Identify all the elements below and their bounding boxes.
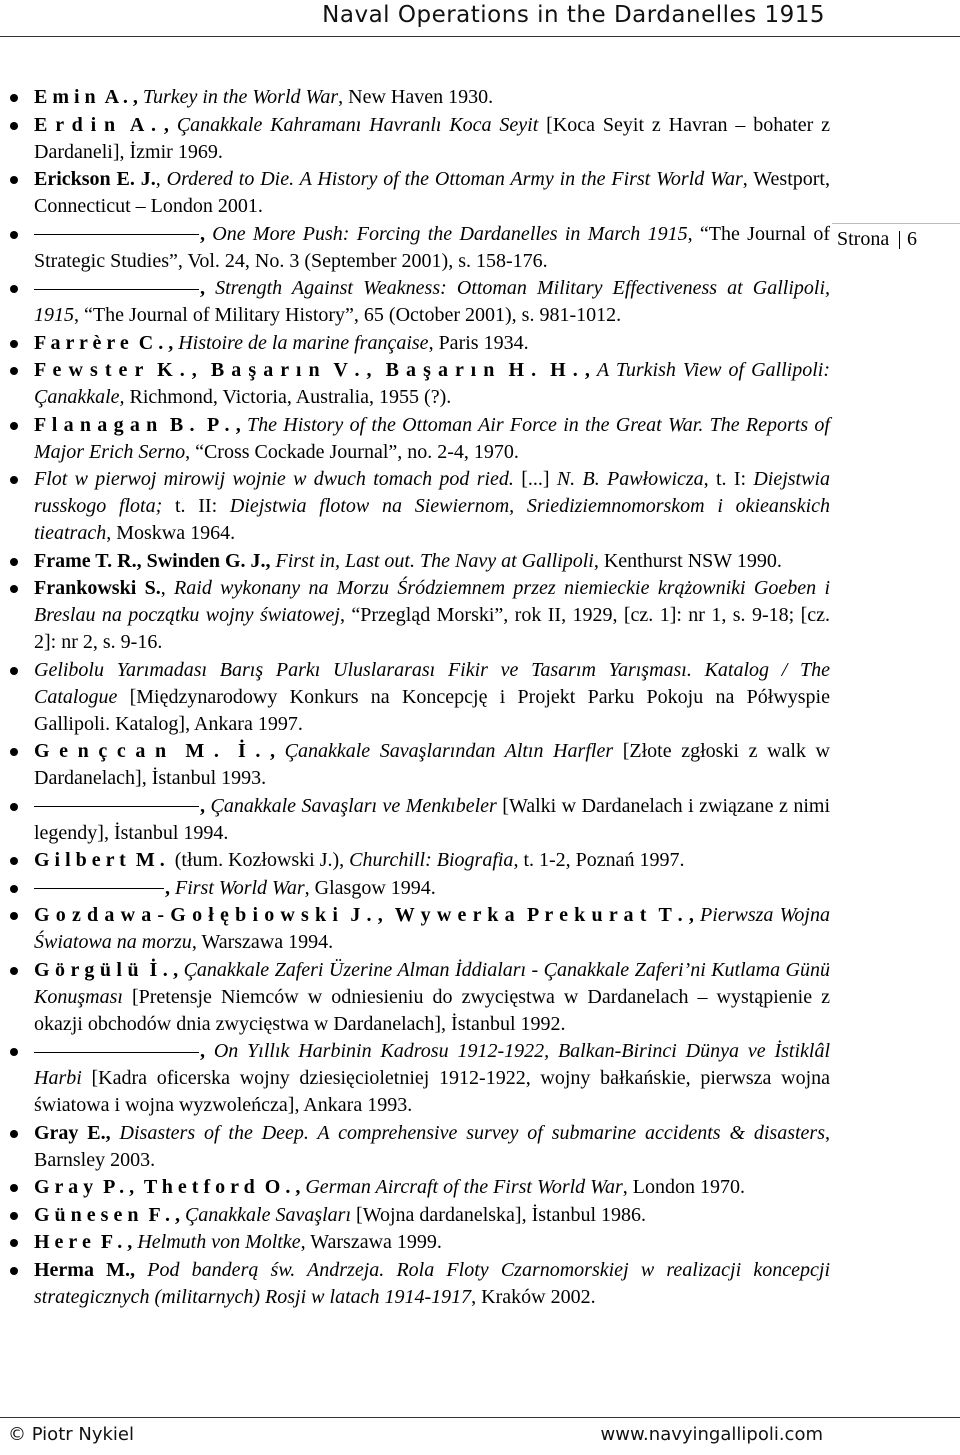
bibliography-entry xyxy=(0,357,835,411)
entry-segment: Çanakkale Savaşları ve Menkıbeler xyxy=(210,794,497,817)
bibliography-entry xyxy=(0,84,830,111)
bullet-icon xyxy=(10,1212,18,1220)
entry-segment: , Paris 1934. xyxy=(428,331,529,354)
entry-segment: Churchill: Biografia xyxy=(349,849,514,871)
bullet-icon xyxy=(10,422,18,430)
entry-segment: Histoire de la marine française xyxy=(178,331,429,354)
entry-segment: , London 1970. xyxy=(622,1176,745,1198)
entry-segment: Richmond, Victoria, Australia, 1955 (?). xyxy=(124,386,452,408)
entry-segment: Çanakkale Kahramanı Havranlı Koca Seyit xyxy=(176,113,539,136)
entry-segment: Pod banderą św. Andrzeja. Rola Floty Czarnomorskiej w realizacji koncepcji strategicznych (militarnych) Rosji w latach 1914-1917 xyxy=(34,1258,835,1308)
ditto-rule xyxy=(34,289,199,290)
entry-segment: Frankowski S. xyxy=(34,577,161,599)
entry-segment: Flot w pierwoj mirowij wojnie w dwuch tomach pod ried. xyxy=(34,468,514,490)
entry-segment: F e w s t e r K . , B a ş a r ı n V . , B a ş a r ı n H . H . , xyxy=(34,359,597,381)
entry-segment: Pierwsza Wojna Światowa na morzu xyxy=(34,904,835,953)
bullet-icon xyxy=(10,585,18,593)
ditto-rule xyxy=(34,888,164,889)
entry-segment: , Ordered to Die. A History of the Ottoman Army in the First World War xyxy=(155,168,743,190)
entry-segment: Turkey in the World War xyxy=(142,86,339,108)
entry-segment: , xyxy=(165,876,175,899)
entry-segment: First in, Last out. The Navy at Gallipoli xyxy=(275,549,594,572)
entry-segment: [Złote zgłoski z walk w Dardanelach], İstanbul 1993. xyxy=(34,740,836,789)
entry-segment: The History of the Ottoman Air Force in the Great War. The Reports of Major Erich Serno xyxy=(34,413,835,463)
bibliography-entry xyxy=(0,575,835,656)
entry-segment: , “Przegląd Morski”, rok II, 1929, [cz. 1]: nr 1, s. 9-18; [cz. 2]: nr 2, s. 9-16. xyxy=(34,604,835,653)
entry-segment: , “Cross Cockade Journal”, no. 2-4, 1970. xyxy=(185,440,519,463)
bibliography-entry xyxy=(0,1174,830,1201)
entry-segment: [...] xyxy=(513,468,557,490)
entry-segment: G ü n e s e n F . , xyxy=(34,1203,185,1226)
entry-segment: , xyxy=(200,277,216,299)
entry-segment: , Kraków 2002. xyxy=(471,1285,596,1308)
entry-segment: , xyxy=(160,577,175,599)
entry-segment: G i l b e r t M . xyxy=(34,849,165,871)
bibliography-entry xyxy=(0,738,836,792)
bullet-icon xyxy=(10,885,18,893)
page-number-tab xyxy=(832,223,960,254)
footer-divider xyxy=(0,1417,960,1418)
entry-segment: E r d i n A . , xyxy=(34,113,177,136)
bibliography-entry xyxy=(0,412,835,466)
entry-segment: , Moskwa 1964. xyxy=(106,522,236,544)
entry-segment: Çanakkale Savaşları xyxy=(184,1203,352,1226)
bibliography-entry xyxy=(0,902,835,956)
entry-segment: G e n ç c a n M . İ . , xyxy=(34,740,285,762)
entry-segment: Çanakkale Zaferi Üzerine Alman İddiaları - Çanakkale Zaferi’ni Kutlama Günü Konuşması xyxy=(34,958,835,1008)
entry-segment: , t. I: xyxy=(703,468,754,490)
entry-segment: t. II: xyxy=(162,495,230,517)
entry-segment: , “The Journal of Strategic Studies”, Vol. 24, No. 3 (September 2001), s. 158-176. xyxy=(34,222,836,272)
entry-segment: Gray E., xyxy=(34,1121,120,1144)
entry-segment: Herma M., xyxy=(34,1258,148,1281)
bibliography-entry xyxy=(0,330,830,357)
entry-segment: [Koca Seyit z Havran – bohater z Dardaneli], İzmir 1969. xyxy=(34,113,835,163)
bullet-icon xyxy=(10,967,18,975)
bullet-icon xyxy=(10,803,18,811)
ditto-rule xyxy=(34,806,199,807)
bullet-icon xyxy=(10,748,18,756)
bibliography-entry xyxy=(0,1120,835,1174)
entry-segment: , Barnsley 2003. xyxy=(34,1121,835,1171)
entry-segment: E m i n A . , xyxy=(34,86,143,108)
bullet-icon xyxy=(10,1267,18,1275)
entry-segment: , Warszawa 1994. xyxy=(191,931,334,953)
entry-segment: Diejstwia flotow na Siewiernom, Sriediziemnomorskom i okieanskich tieatrach xyxy=(34,495,836,544)
bibliography-entry xyxy=(0,847,830,874)
bibliography-entry xyxy=(0,548,830,575)
entry-segment: German Aircraft of the First World War xyxy=(305,1176,623,1198)
entry-segment: Erickson E. J. xyxy=(34,168,156,190)
entry-segment: G o z d a w a - G o ł ę b i o w s k i J . , W y w e r k a P r e k u r a t T . , xyxy=(34,904,701,926)
entry-segment: , Kenthurst NSW 1990. xyxy=(593,549,782,572)
page-label: Strona xyxy=(837,228,890,250)
bullet-icon xyxy=(10,122,18,130)
ditto-rule xyxy=(34,1052,199,1053)
bibliography-entry xyxy=(0,1229,830,1256)
header-divider xyxy=(0,36,960,37)
entry-segment: Raid wykonany na Morzu Śródziemnem przez niemieckie krążowniki Goeben i Breslau na początku wojny światowej xyxy=(34,577,835,626)
bibliography-list xyxy=(0,84,836,1311)
bullet-icon xyxy=(10,367,18,375)
footer-website: www.navyingallipoli.com xyxy=(600,1424,823,1445)
entry-segment: A Turkish View of Gallipoli: Çanakkale, xyxy=(34,359,835,408)
bullet-icon xyxy=(10,667,18,675)
entry-segment: [Walki w Dardanelach i związane z nimi legendy], İstanbul 1994. xyxy=(34,794,836,844)
footer-copyright: © Piotr Nykiel xyxy=(8,1424,134,1445)
bibliography-entry xyxy=(0,875,830,902)
entry-segment: , New Haven 1930. xyxy=(338,86,494,108)
entry-segment: , Glasgow 1994. xyxy=(304,876,436,899)
entry-segment: , “The Journal of Military History”, 65 (October 2001), s. 981-1012. xyxy=(74,304,622,326)
entry-segment: Diejstwia russkogo flota; xyxy=(34,468,836,517)
entry-segment: Gelibolu Yarımadası Barış Parkı Uluslararası Fikir ve Tasarım Yarışması. Katalog / The Catalogue xyxy=(34,658,835,708)
bibliography-entry xyxy=(0,221,836,275)
bullet-icon xyxy=(10,231,18,239)
entry-segment: [Wojna dardanelska], İstanbul 1986. xyxy=(351,1203,647,1226)
page-header-title: Naval Operations in the Dardanelles 1915 xyxy=(322,2,825,28)
entry-segment: G r a y P . , T h e t f o r d O . , xyxy=(34,1176,306,1198)
entry-segment: F l a n a g a n B . P . , xyxy=(34,413,248,436)
entry-segment: Helmuth von Moltke xyxy=(137,1231,301,1253)
bullet-icon xyxy=(10,285,18,293)
entry-segment: , t. 1-2, Poznań 1997. xyxy=(513,849,685,871)
bibliography-entry xyxy=(0,466,836,547)
bullet-icon xyxy=(10,94,18,102)
entry-segment: [Kadra oficerska wojny dziesięcioletniej 1912-1922, wojny bałkańskie, pierwsza wojna światowa i wojna wyzwoleńcza], Ankara 1993. xyxy=(34,1067,835,1116)
bibliography-entry xyxy=(0,657,835,738)
entry-segment: , xyxy=(200,222,213,245)
entry-segment: Strength Against Weakness: Ottoman Military Effectiveness at Gallipoli, 1915 xyxy=(34,277,835,326)
bullet-icon xyxy=(10,1130,18,1138)
entry-segment: H e r e F . , xyxy=(34,1231,138,1253)
entry-segment: [Międzynarodowy Konkurs na Koncepcję i Projekt Parku Pokoju na Półwyspie Gallipoli. Katalog], Ankara 1997. xyxy=(34,685,835,735)
bullet-icon xyxy=(10,176,18,184)
bibliography-entry xyxy=(0,112,835,166)
bullet-icon xyxy=(10,857,18,865)
page-tab-separator xyxy=(899,231,900,249)
page-number: 6 xyxy=(907,228,917,250)
entry-segment: First World War xyxy=(175,876,305,899)
entry-segment: N. B. Pawłowicza xyxy=(556,468,704,490)
entry-segment: Çanakkale Savaşlarından Altın Harfler xyxy=(284,740,614,762)
entry-segment: , Westport, Connecticut – London 2001. xyxy=(34,168,835,217)
bullet-icon xyxy=(10,1184,18,1192)
bibliography-entry xyxy=(0,1038,836,1119)
ditto-rule xyxy=(34,234,199,235)
bibliography-entry xyxy=(0,1257,835,1311)
bullet-icon xyxy=(10,558,18,566)
entry-segment: One More Push: Forcing the Dardanelles in March 1915 xyxy=(212,222,688,245)
entry-segment: , Warszawa 1999. xyxy=(300,1231,442,1253)
entry-segment: , xyxy=(200,1040,214,1062)
entry-segment: G ö r g ü l ü İ . , xyxy=(34,958,184,981)
bullet-icon xyxy=(10,340,18,348)
entry-segment: [Pretensje Niemców w odniesieniu do zwycięstwa w Dardanelach – wystąpienie z okazji obchodów dnia zwycięstwa w Dardanelach], İstanbul 1992. xyxy=(34,985,835,1035)
bibliography-entry xyxy=(0,166,835,220)
bullet-icon xyxy=(10,1239,18,1247)
entry-segment: F a r r è r e C . , xyxy=(34,331,179,354)
bullet-icon xyxy=(10,1048,18,1056)
bibliography-entry xyxy=(0,1202,830,1229)
entry-segment: , xyxy=(200,794,211,817)
bullet-icon xyxy=(10,476,18,484)
entry-segment: (tłum. Kozłowski J.), xyxy=(164,849,350,871)
bibliography-entry xyxy=(0,957,835,1038)
entry-segment: Frame T. R., Swinden G. J., xyxy=(34,549,276,572)
bullet-icon xyxy=(10,912,18,920)
entry-segment: Disasters of the Deep. A comprehensive survey of submarine accidents & disasters xyxy=(119,1121,825,1144)
bibliography-entry xyxy=(0,275,835,329)
entry-segment: On Yıllık Harbinin Kadrosu 1912-1922, Balkan-Birinci Dünya ve İstiklâl Harbi xyxy=(34,1040,836,1089)
bibliography-entry xyxy=(0,793,836,847)
